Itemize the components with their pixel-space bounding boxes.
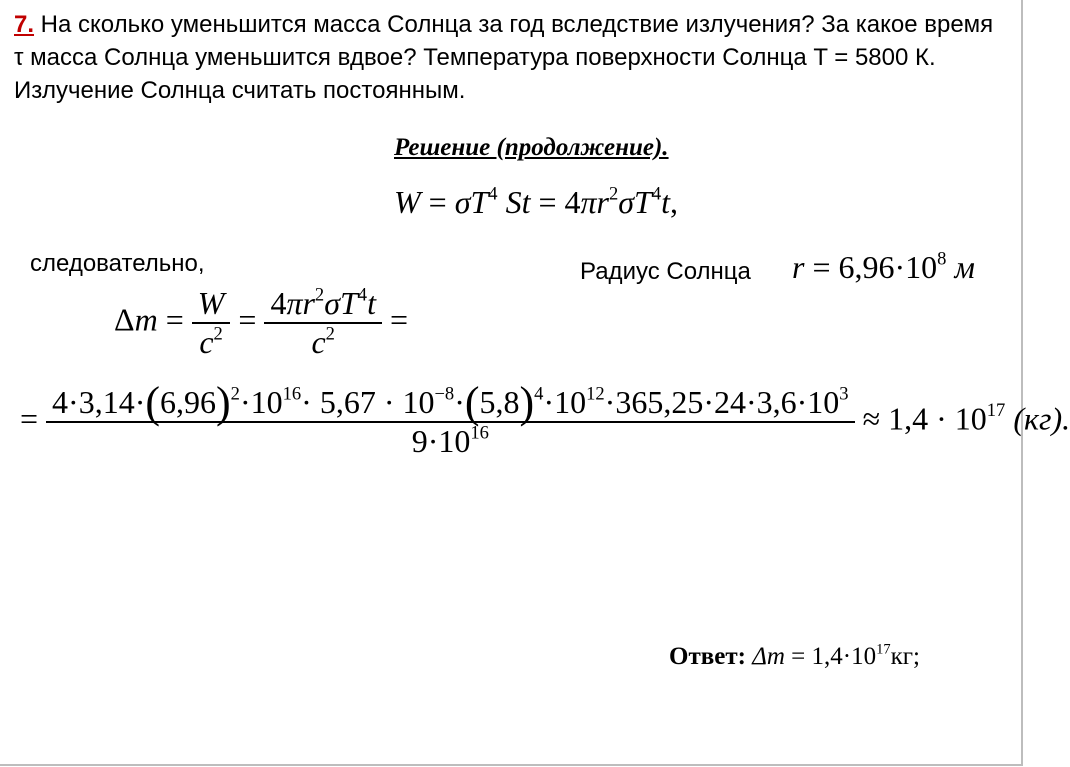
radius-formula: $r = 6,96\cdot 10^8$ м (792, 248, 975, 285)
answer-exponent: 17 (876, 641, 891, 658)
consequently-text: следовательно, (30, 250, 205, 277)
problem-text: На сколько уменьшится масса Солнца за год вследствие излучения? За какое время τ масса Солнца уменьшится вдвое? Температура поверхности Солнца T = 5800 К. Излучение Солнца считать постоянным. (14, 11, 994, 104)
w-over-c2: $\frac{W}{c^2}$ (192, 285, 231, 361)
result-exponent: 17 (986, 399, 1006, 421)
radius-unit: м (954, 249, 975, 285)
energy-formula: $W = \sigma T^4$ $St = 4\pi r^2\sigma T^4t$, (394, 183, 679, 220)
mass-formula: Δm = $\frac{W}{c^2}$ = $\frac{4\pi r^2\sigma T^4t}{c^2}$ = (114, 284, 408, 360)
radius-value: 6,96 (838, 249, 895, 285)
numeric-fraction: $4\cdot 3,14\cdot(6,96)^2\cdot 10^{16}\cdot 5,67 \cdot 10^{-8}\cdot(5,8)^4\cdot 10^{12}\cdot 365,25\cdot 24\cdot 3,6\cdot 10^3$ $9\cdot 10^{16}$ (46, 384, 855, 460)
answer-value: 1,4·10 (811, 643, 877, 670)
problem-number: 7. (14, 11, 35, 38)
answer-unit: кг; (890, 643, 920, 670)
result-unit: (кг). (1013, 400, 1070, 437)
solution-heading: Решение (продолжение). (394, 134, 669, 161)
problem-statement (14, 8, 1004, 107)
radius-label: Радиус Солнца (580, 258, 751, 285)
expanded-fraction: $\frac{4\pi r^2\sigma T^4t}{c^2}$ (264, 285, 382, 361)
numerator-tail: · 5,67 · 10 (301, 384, 435, 420)
answer-line: Ответ: $\Delta m = 1,4\cdot 10^{17}кг$; (669, 641, 920, 670)
numeric-formula: = $4\cdot 3,14\cdot(6,96)^2\cdot 10^{16}\cdot 5,67 \cdot 10^{-8}\cdot(5,8)^4\cdot 10^{12}\cdot 365,25\cdot 24\cdot 3,6\cdot 10^3$ $9\cdot 10^{16}$ ≈ $1,4 \cdot 10^{17}$ (кг). (20, 378, 1070, 459)
radius-exponent: 8 (937, 248, 947, 270)
result-value: 1,4 · 10 (888, 400, 987, 437)
answer-label: Ответ: (669, 643, 746, 670)
